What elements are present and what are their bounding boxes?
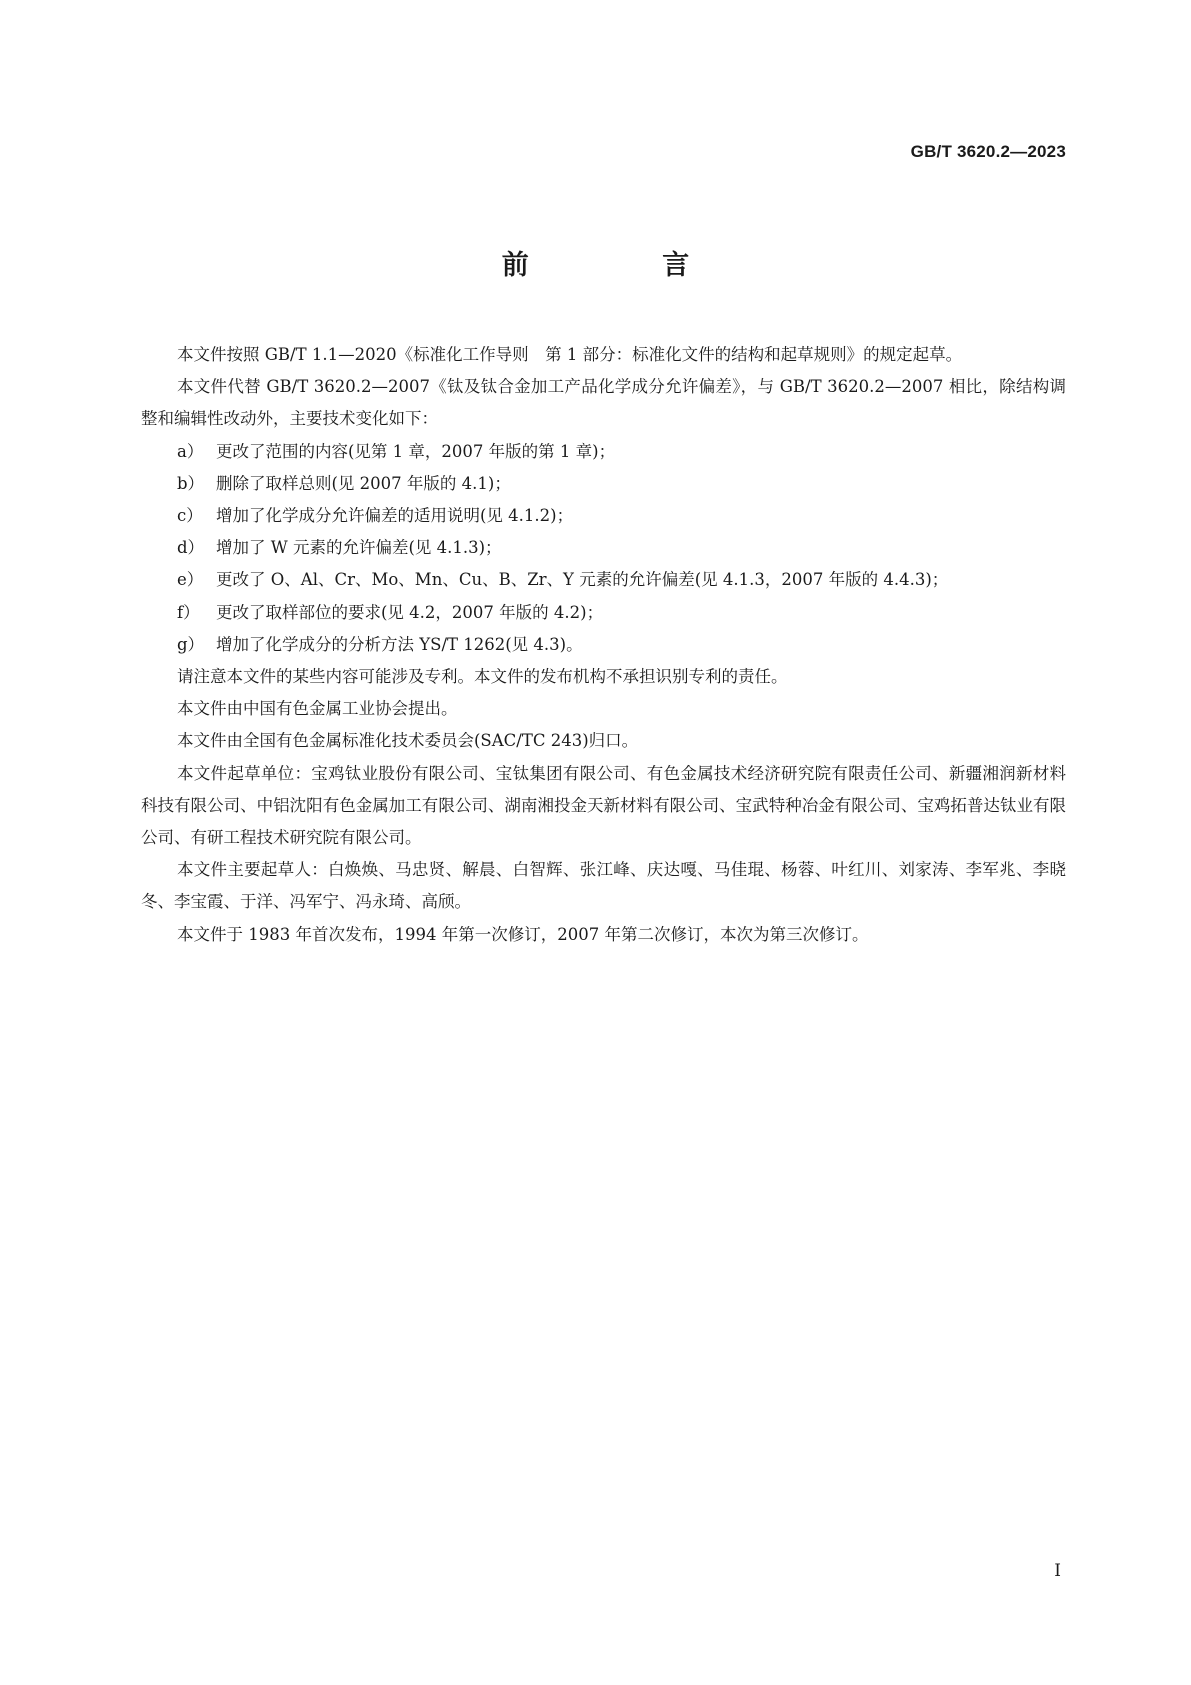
list-item [141,564,1066,596]
list-item-text: 更改了 O、Al、Cr、Mo、Mn、Cu、B、Zr、Y 元素的允许偏差(见 4.1.3，2007 年版的 4.4.3)； [216,570,949,590]
paragraph: 本文件于 1983 年首次发布，1994 年第一次修订，2007 年第二次修订，本次为第三次修订。 [177,924,869,944]
paragraph: 请注意本文件的某些内容可能涉及专利。本文件的发布机构不承担识别专利的责任。 [177,667,788,687]
list-item-text: 更改了取样部位的要求(见 4.2，2007 年版的 4.2)； [216,602,604,622]
paragraph: 本文件按照 GB/T 1.1—2020《标准化工作导则 第 1 部分：标准化文件的结构和起草规则》的规定起草。 [177,345,963,364]
paragraph: 本文件起草单位：宝鸡钛业股份有限公司、宝钛集团有限公司、有色金属技术经济研究院有限责任公司、新疆湘润新材料科技有限公司、中铝沈阳有色金属加工有限公司、湖南湘投金天新材料有限公司、宝武特种冶金有限公司、宝鸡拓普达钛业有限公司、有研工程技术研究院有限公司。 [141,763,1066,848]
page-number: I [1054,1561,1061,1581]
list-item [141,500,1066,532]
list-item-marker: e） [177,570,204,590]
list-item-marker: g） [177,634,205,654]
list-item [141,436,1066,468]
paragraph: 本文件由中国有色金属工业协会提出。 [177,699,458,719]
list-item-marker: f） [177,602,200,622]
list-item-text: 更改了范围的内容(见第 1 章，2007 年版的第 1 章)； [216,441,616,461]
list-item-marker: a） [177,441,204,461]
list-item-text: 增加了化学成分允许偏差的适用说明(见 4.1.2)； [216,506,574,526]
page-title: 前 言 [501,250,752,281]
paragraph: 本文件主要起草人：白焕焕、马忠贤、解晨、白智辉、张江峰、庆达嘎、马佳琨、杨蓉、叶红川、刘家涛、李军兆、李晓冬、李宝霞、于洋、冯军宁、冯永琦、高颀。 [141,860,1066,912]
list-item [141,468,1066,500]
list-item [141,597,1066,629]
paragraph: 本文件由全国有色金属标准化技术委员会(SAC/TC 243)归口。 [177,731,639,751]
list-item-marker: b） [177,473,205,493]
foreword-body [141,339,1066,951]
standard-code: GB/T 3620.2—2023 [910,142,1066,161]
paragraph: 本文件代替 GB/T 3620.2—2007《钛及钛合金加工产品化学成分允许偏差》，与 GB/T 3620.2—2007 相比，除结构调整和编辑性改动外，主要技术变化如下： [141,377,1066,429]
list-item-text: 增加了 W 元素的允许偏差(见 4.1.3)； [216,538,502,558]
list-item [141,629,1066,661]
list-item-text: 增加了化学成分的分析方法 YS/T 1262(见 4.3)。 [216,634,583,654]
list-item-marker: d） [177,538,205,558]
list-item-marker: c） [177,506,203,526]
list-item-text: 删除了取样总则(见 2007 年版的 4.1)； [216,473,511,493]
list-item [141,532,1066,564]
